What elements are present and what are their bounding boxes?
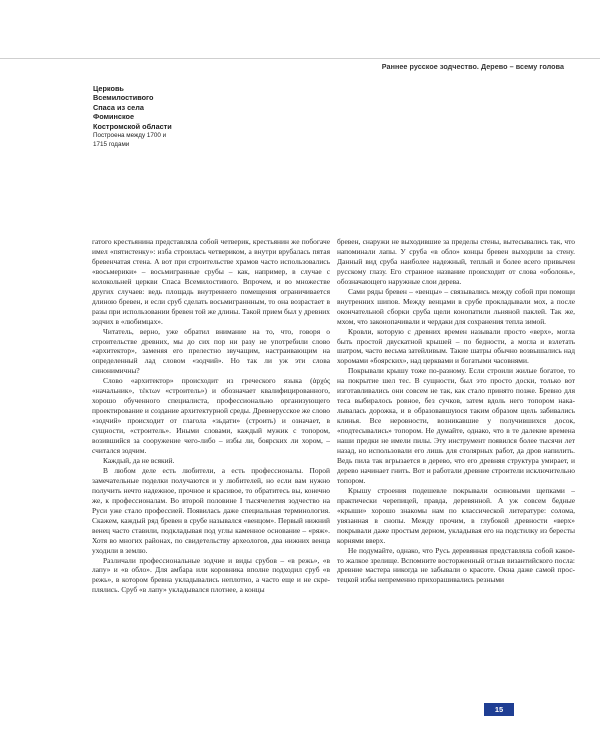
header-rule xyxy=(0,58,600,59)
paragraph: гатого крестьянина представляла собой четверик, крестьянин же побогаче имел «пятистенку»: изба строилась четвериком, а внутри врубалась пятая бревенчатая стена. А вот при строительстве храмов часто использовались «восьмерики» – восьмигранные срубы – как, например, в случае с колокольней церкви Спаса Всемилостивого. Впрочем, и во множестве других случаев: ведь площадь внутреннего помещения ограничивается длиною бревен, и если сруб сделать восьмиграннным, то она возрастает в разы при использовании бревен той же длины. Такой прием был у древних зодчих в «любимцах». xyxy=(92,237,330,326)
paragraph: Читатель, верно, уже обратил внимание на то, что, говоря о строительстве древних, мы до сих пор ни разу не употребили слово «архитектор», заменяя его прелестно звучащим, настраивающим на определенный лад словом «зодчий». Но так ли уж эти слова синонимичны? xyxy=(92,326,330,376)
text-column-left xyxy=(92,237,330,595)
paragraph: Крышу строения подешевле покрывали осиновыми щепками – практически черепицей, правда, деревянной. А уж совсем бедные «крыши» хорошо знакомы нам по классической литературе: солома, увязанная в снопы. Между прочим, в глубокой древности «верх» покрывали даже простым дерном, укладывая его на подстилку из бересты корнями вверх. xyxy=(337,485,575,545)
paragraph: бревен, снаружи не выходившие за пределы стены, вытесывались так, что напоминали лапы. У сруба «в обло» концы бревен выходили за стену. Данный вид сруба наиболее надежный, теплый и более всего привычен русскому глазу. Его странное название происходит от слова «оболонь», обозначающего наружные слои дерева. xyxy=(337,237,575,286)
paragraph: Различали профессиональные зодчие и виды срубов – «в режь», «в лапу» и «в обло». Для амбара или коровника вполне подходил сруб «в режь», в котором бревна укладывались неплотно, а часто еще и не скреплялись. Сруб «в лапу» укладывался плотнее, а концы xyxy=(92,555,330,595)
caption-title: Церковь Всемилостивого Спаса из села Фоминское Костромской области xyxy=(93,84,172,131)
text-column-right xyxy=(337,237,575,585)
photo-caption xyxy=(93,84,173,149)
paragraph: Каждый, да не всякий. xyxy=(103,455,175,465)
caption-dates: Построена между 1700 и 1715 годами xyxy=(93,132,167,148)
paragraph: Слово «архитектор» происходит из греческого языка (ἀρχός «начальник», τέκτων «строитель») и обозначает квалифицированного, хорошо обученного специалиста, профессионально организующего проектирование и создание архитектурной среды. Древнерусское же слово «зодчий» происходит от глагола «зьдати» (строить) и означает, в сущности, «строитель». Иными словами, каждый мужик с топором, возившийся за сооружение чего-либо – избы ли, боярских ли хором, – считался зодчим. xyxy=(92,376,330,456)
paragraph: Покрывали крышу тоже по-разному. Если строили жилые богатое, то на покрытие шел тес. В сущности, был это просто доски, только вот изготавливались они совсем не так, как стало принято позже. Бревно для теса выбиралось ровное, без сучков, затем вдоль него топором накалывалась дорожка, и в образовавшуюся таким образом щель забивались клинья. Все неровности, возникавшие у получившихся досок, «подтесывались» топором. Не думайте, однако, что в те далекие времена наши предки не имели пилы. Эту инструмент появился более тысячи лет назад, но использовали его лишь для столярных работ, да дров напилить. Ведь пила так вгрызается в дерево, что его древняя структура умирает, и дерево начинает гнить. Вот и работали древние строители исключительно топором. xyxy=(337,366,575,485)
paragraph: Сами ряды бревен – «венцы» – связывались между собой при помощи внутренних шипов. Между венцами в срубе прокладывали мох, а после окончательной сборки сруба щели конопатили льняной паклей. Так же, мхом, что законопачивали и чердаки для сохранения тепла зимой. xyxy=(337,286,575,326)
running-header: Раннее русское зодчество. Дерево – всему голова xyxy=(381,62,564,71)
paragraph: Не подумайте, однако, что Русь деревянная представляла собой какое-то жалкое зрелище. Вспомните восторженный отзыв византийского посла: древние мастера никогда не забывали о красоте. Окна даже самой простецкой избы непременно прихорашивались резными xyxy=(337,545,575,585)
paragraph: Кровли, которую с древних времен называли просто «верх», могла быть простой двускатной крышей – по бедности, а могла и взлетать шатром, часто весьма затейливым. Такие шатры обычно возвышались над хоромами «боярских», над церквами и богатыми часовнями. xyxy=(337,326,575,366)
paragraph: В любом деле есть любители, а есть профессионалы. Порой замечательные поделки получаются и у любителей, но если вам нужно получить нечто надежное, прочное и красивое, то обратитесь вы, конечно же, к профессионалам. Во второй половине I тысячелетия зодчество на Руси уже стало профессией. Появилась даже специальная терминология. Скажем, каждый ряд бревен в срубе называлcя «венцом». Первый нижний венец часто ставили, подкладывая под углы каменное основание – «ряж». Хотя во многих районах, по свидетельству археологов, два нижних венца уходили в землю. xyxy=(92,465,330,555)
page-number: 15 xyxy=(494,705,504,714)
